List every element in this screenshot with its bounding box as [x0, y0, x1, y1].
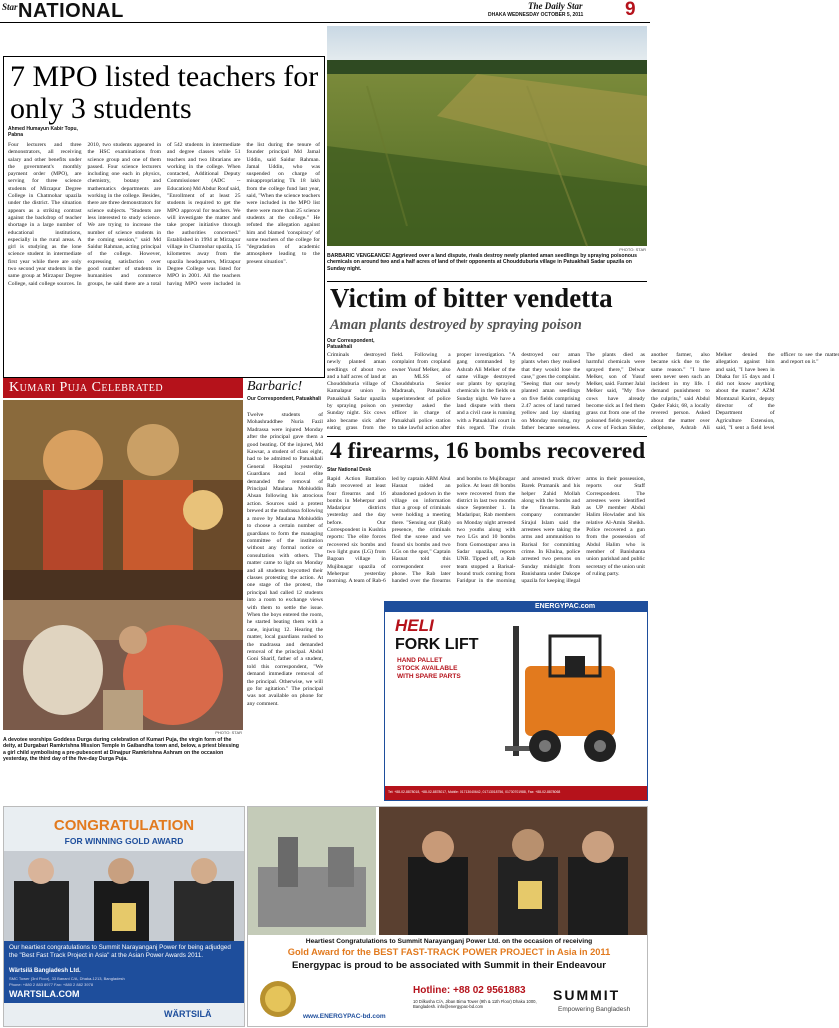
- wartsila-website[interactable]: WARTSILA.COM: [9, 989, 80, 999]
- award-ceremony-image: [4, 851, 244, 941]
- paddy-caption: BARBARIC VENGEANCE! Aggrieved over a land dispute, rivals destroy newly planted aman seedlings by spraying poisonous chemicals on around two and a half acres of land of their opponents at Choudduburia village in Patuakhali Sadar upazila on Sunday night.: [327, 253, 637, 272]
- wartsila-ad: [3, 806, 245, 1027]
- firearms-body-wrap: [327, 467, 647, 601]
- heli-line3: WITH SPARE PARTS: [397, 673, 461, 680]
- star-logo: Star: [2, 2, 18, 12]
- forklift-image: [505, 616, 635, 776]
- award-seal-icon: [258, 979, 298, 1019]
- heli-line2: STOCK AVAILABLE: [397, 665, 458, 672]
- heli-contact: Tel: +88-02-8878018, +88-02-8878017, Mobile: 01713040642, 01713018756, 01730701988, Fax: +88-02-8878068: [388, 790, 561, 794]
- puja-photo-bottom: [3, 600, 243, 730]
- summit-logo: SUMMIT: [553, 987, 621, 1003]
- summit-line2: Gold Award for the BEST FAST-TRACK POWER PROJECT in Asia in 2011: [287, 947, 611, 957]
- mpo-body-wrap: [8, 126, 322, 374]
- summit-tag: Empowering Bangladesh: [558, 1006, 631, 1013]
- paddy-credit: PHOTO: STAR: [619, 247, 646, 252]
- puja-photo-top: [3, 400, 243, 600]
- summit-hotline: Hotline: +88 02 9561883: [413, 985, 526, 996]
- summit-address: 10 Dilkusha C/A, Jiban Bima Tower (9th & 11th Floor) Dhaka 1000, Bangladesh. info@energypac-bd.com: [413, 999, 537, 1009]
- paper-name: The Daily Star: [528, 1, 583, 11]
- firearms-body: Rapid Action Battalion Rab recovered at least four firearms and 16 bombs in Meherpur and Madaripur districts yesterday and the day before. Our Correspondent in Kushtia reports: The elite forces recovered six bombs and two light guns (LG) from Bagoan village in Mujibnagar upazila of Meherpur yesterday morning. A team of Rab-6 led by captain ABM Abul Hasnat raided an abandoned godown in the village on information that a group of criminals were holding a meeting there. "Sensing our (Rab) presence, the criminals fled the scene and we found six bombs and two LGs on the spot," Captain Hasnat told this correspondent over phone. The Rab later handed over the firearms and bombs to Mujibnagar police. At least 48 bombs were recovered from the district in last two months since September 1. In Madaripur, Rab members on Monday night arrested two youths along with two LGs and 10 bombs from Gomostapur area in Sadar upazila, reports UNB. Tipped off, a Rab team stopped a Barisal-bound truck coming from Faridpur in the morning and arrested truck driver Barek Pramanik and his helper Zahid Mollah along with the bombs and the firearms. Rab company commander Sirajul Islam said the arrestees were taking the arms and ammunition to Barisal for committing crime. In Khulna, police arrested two persons on Sunday midnight from Banishanta under Dakope upazila for keeping illegal arms in their possession, reports our Staff Correspondent. The arrestees were identified as UP member Abdul Halim Howlader and his relative Al-Amin Sheikh. Police recovered a gun from the possession of Abdul Halim who is member of Banishanta union parishad and public secretary of the union unit of ruling party.: [327, 476, 645, 585]
- summit-ad: [247, 806, 648, 1027]
- firearms-headline: 4 firearms, 16 bombs recovered: [330, 438, 646, 464]
- barbaric-body: Twelve students of Mohashraddhee Nuria Fazil Madrassa were injured Monday after the principal gave them a good beating. Of the injured, Md Kawsar, a student of class eight, had to be admitted to Patuakhali General Hospital yesterday. Guardians and local elite demanded the removal of Principal Maulana Mohiuddin Ahsan following his atrocious action. Sources said a protest brewed at the madrassa following a move by Maulana Mohiuddin to choose a certain number of guardians to form the managing committee of the institution without any formal notice or consultation with others. The matter came to light on Monday and all students boycotted their classes protesting the action. At one stage of the protest, the principal had called 12 students into a room to exchange views with them to settle the issue. When the boys entered the room, he started beating them with a cane, injuring 12. Hearing the matter, local guardians rushed to the madrassa and demanded removal of the principal. Abdul Goni Sharif, father of a student, told this correspondent, "We demand immediate removal of the principal. Otherwise, we will go for agitation." The principal was not available on phone for any comment.: [247, 412, 323, 707]
- heli-line1: HAND PALLET: [397, 657, 443, 664]
- page-number: 9: [625, 0, 636, 20]
- section-title: NATIONAL: [18, 0, 124, 22]
- heli-bottombar: [385, 786, 647, 800]
- wartsila-title1: CONGRATULATION: [53, 817, 195, 834]
- wartsila-address: SMC Tower (3rd Floor), 33 Banani C/A, Dhaka-1213, Bangladesh: [9, 976, 125, 981]
- wartsila-title2: FOR WINNING GOLD AWARD: [64, 836, 184, 846]
- heli-top-brand: ENERGYPAC.com: [535, 603, 596, 610]
- mpo-headline: 7 MPO listed teachers for only 3 students: [10, 60, 319, 125]
- summit-line3: Energypac is proud to be associated with Summit in their Endeavour: [292, 960, 606, 971]
- heli-product: FORK LIFT: [395, 636, 479, 653]
- durga-idol-image: [3, 400, 243, 600]
- puja-caption: A devotee worships Goddess Durga during celebration of Kumari Puja, the virgin form of the deity, at Durgabari Ramkrishna Mission Temple in Gaibandha town and, below, a priest blessing a girl child symbolising a pre-pubescent at Dinajpur Ramkrishna Ashram on the occasion yesterday, the third day of the five-day Durga Puja.: [3, 737, 239, 763]
- paddy-field-image: [327, 26, 647, 246]
- vendetta-rule: [327, 281, 647, 282]
- heli-brand: HELI: [395, 616, 434, 635]
- puja-headline: Kumari Puja Celebrated: [9, 380, 164, 395]
- wartsila-blue-band: [4, 941, 244, 1003]
- summit-line1: Heartiest Congratulations to Summit Narayanganj Power Ltd. on the occasion of receiving: [305, 938, 593, 945]
- puja-credit: PHOTO: STAR: [215, 730, 242, 735]
- wartsila-phone: Phone: +880 2 883 8977 Fax: +880 2 882 3978: [9, 982, 94, 987]
- wartsila-company: Wärtsilä Bangladesh Ltd.: [9, 968, 81, 974]
- dateline: DHAKA WEDNESDAY OCTOBER 5, 2011: [488, 12, 584, 18]
- paddy-photo: [327, 26, 647, 246]
- mpo-body: Four lecturers and three demonstrators, all receiving salary and other benefits under the government's monthly payment order (MPO), are serving for three science students of Mirzapur Degree College in Chatmohar upazila under the district. The situation appears as a striking contrast against the backdrop of teacher shortage in a large number of educational institutions, especially in the rural areas. A girl is studying as the lone science student in intermediate first year while there are only two second year students in the same group at Mirzapur Degree College, said college sources. In 2010, two students appeared in the HSC examinations from science group and one of them passed. Four science lecturers including one each in physics, chemistry, botany and mathematics departments are working in the college. Besides, there are three demonstrators for science subjects. "Students are less interested to study science. We are trying to increase the number of science students in the coming session," said Md Saidur Rahman, acting principal of the college. However, expressing satisfaction over good number of students in humanities and commerce groups, he said there are a total of 542 students in intermediate and degree classes while 51 teachers and two librarians are working in the college. When contacted, Additional Deputy Commissioner (ADC -- Education) Md Abdur Rouf said, "Enrollment of at least 25 students is required to get the MPO approval for teachers. We will investigate the matter and take proper initiative through the authorities concerned." Established in 1994 at Mirzapur village in Chatmohar upazila, 15 kilometres away from the upazila headquarters, Mirzapur Degree College was listed for MPO in 2001. All the teachers having MPO were included in the list during the tenure of founder principal Md Jamal Uddin, said Saidur Rahman. Jamal Uddin, who was suspended on charge of misappropriating Tk 18 lakh from the college fund last year, said, "When the science teachers were included in the MPO list there were more than 25 science students at the college." He refuted the allegation against him and blamed 'conspiracy' of some teachers of the college for "degradation of academic atmosphere leading to the present situation".: [8, 142, 320, 287]
- barbaric-headline: Barbaric!: [247, 379, 303, 394]
- barbaric-byline: Our Correspondent, Patuakhali: [247, 396, 321, 402]
- heli-ad: [384, 601, 648, 801]
- vendetta-body-wrap: [327, 338, 839, 434]
- heli-topbar: [385, 602, 647, 612]
- puja-header-bar: [3, 378, 243, 398]
- firearms-byline: Star National Desk: [327, 467, 372, 473]
- mpo-byline: Ahmed Humayun Kabir Topu, Pabna: [8, 126, 78, 138]
- vendetta-headline: Victim of bitter vendetta: [330, 283, 613, 313]
- wartsila-logo: WÄRTSILÄ: [164, 1009, 212, 1019]
- vendetta-byline: Our Correspondent, Patuakhali: [327, 338, 375, 350]
- priest-blessing-image: [3, 600, 243, 730]
- vendetta-body: Criminals destroyed newly planted aman seedlings of about two and a half acres of land at Choudduburia village of Kamalapur union in Patuakhali Sadar upazila by spraying poison on Sunday night. Six cows also became sick after eating grass from the field. Following a complaint from cropland owner Yusuf Melker, also an MLSS of Choudduburia Senior Madrasah, Patuakhali superintendent of police yesterday asked the officer in charge of Patuakhali police station to take lawful action after proper investigation. "A gang commanded by Ashrab Ali Melker of the same village destroyed our plants by spraying chemicals in the fields on Sunday night. We have a land dispute with them and a civil case is running with a Patuakhali court in this regard. The rivals destroyed our aman plants when they realised that they would lose the case," goes the complaint. "Seeing that our newly planted aman seedlings on five fields comprising 2.47 acres of land turned yellow and lay slanting on Monday morning, my father became senseless. The plants died as harmful chemicals were sprayed there," Delwar Melker, son of Yusuf Melker, said. Farmer Jalal Melker said, "My five cows have already become sick as I fed them grass cut from one of the poisoned fields yesterday. A cow of Fockan Sikder, another farmer, also became sick due to the same reason." "I have seen never seen such an incident in my life. I demand punishment to the culprits," said Abdul Qader Fakir, 68, a locally revered person. Asked about the matter over cellphone, Ashrab Ali Melker denied the allegation against him and said, "I have been in Dhaka for 15 days and I did not know anything about the matter." AZM Momtazul Karim, deputy director of the Department of Agriculture Extension, said, "I sent a field level officer to see the matter and report on it.": [327, 352, 839, 431]
- summit-photos: [248, 807, 647, 935]
- vendetta-subhead: Aman plants destroyed by spraying poison: [330, 317, 582, 333]
- masthead: [0, 0, 650, 23]
- summit-site[interactable]: www.ENERGYPAC-bd.com: [303, 1013, 386, 1020]
- wartsila-message: Our heartiest congratulations to Summit Narayanganj Power for being adjudged the "Best Fast Track Project in Asia" at the Asian Power Awards 2011.: [9, 944, 231, 959]
